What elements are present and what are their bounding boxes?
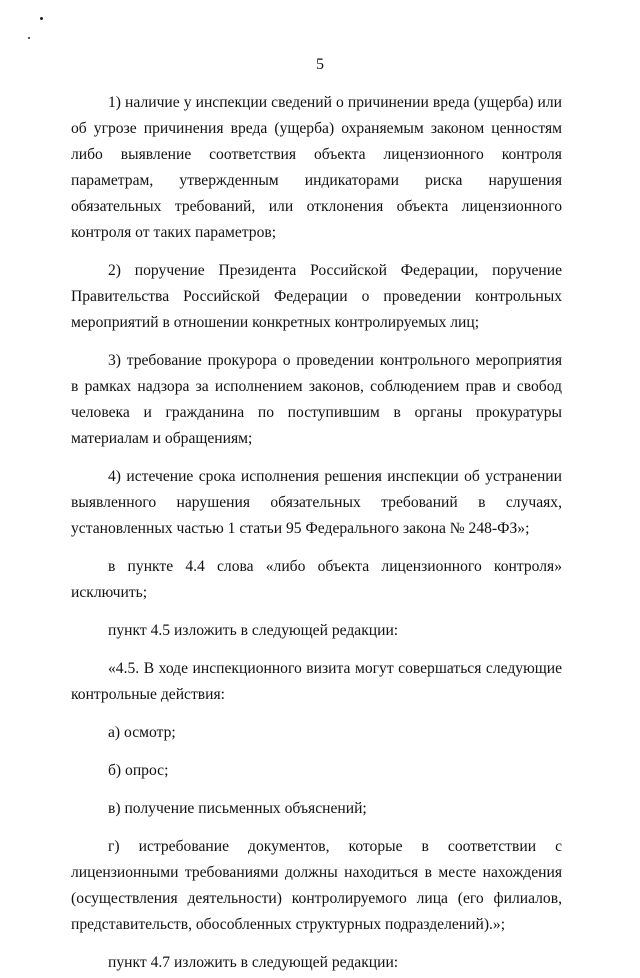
paragraph-item-4: 4) истечение срока исполнения решения инспекции об устранении выявленного нарушения обязательных требований в случаях, установленных частью 1 статьи 95 Федерального закона № 248-ФЗ»; bbox=[71, 468, 562, 537]
list-item-v: в) получение письменных объяснений; bbox=[108, 800, 367, 817]
paragraph-item-2: 2) поручение Президента Российской Федерации, поручение Правительства Российской Федерации о проведении контрольных мероприятий в отношении конкретных контролируемых лиц; bbox=[71, 262, 562, 331]
scan-speck bbox=[28, 37, 30, 39]
list-item-a: а) осмотр; bbox=[108, 724, 176, 741]
paragraph-amend-4-4: в пункте 4.4 слова «либо объекта лицензионного контроля» исключить; bbox=[71, 558, 562, 601]
paragraph-item-1: 1) наличие у инспекции сведений о причинении вреда (ущерба) или об угрозе причинения вреда (ущерба) охраняемым законом ценностям либо выявление соответствия объекта лицензионного контроля параметрам, утвержденным индикаторами риска нарушения обязательных требований, или отклонения объекта лицензионного контроля от таких параметров; bbox=[71, 94, 562, 241]
scan-speck bbox=[40, 17, 43, 20]
list-item-g: г) истребование документов, которые в соответствии с лицензионными требованиями должны находиться в месте нахождения (осуществления деятельности) контролируемого лица (его филиалов, представительств, обособленных структурных подразделений).»; bbox=[71, 838, 562, 933]
paragraph-amend-4-7-intro: пункт 4.7 изложить в следующей редакции: bbox=[108, 954, 399, 971]
paragraph-amend-4-5-intro: пункт 4.5 изложить в следующей редакции: bbox=[108, 622, 399, 639]
page-number: 5 bbox=[316, 56, 324, 73]
paragraph-4-5-text: «4.5. В ходе инспекционного визита могут совершаться следующие контрольные действия: bbox=[71, 660, 562, 703]
document-body bbox=[71, 90, 562, 978]
list-item-b: б) опрос; bbox=[108, 762, 169, 779]
paragraph-item-3: 3) требование прокурора о проведении контрольного мероприятия в рамках надзора за исполнением законов, соблюдением прав и свобод человека и гражданина по поступившим в органы прокуратуры материалам и обращениям; bbox=[71, 352, 562, 447]
